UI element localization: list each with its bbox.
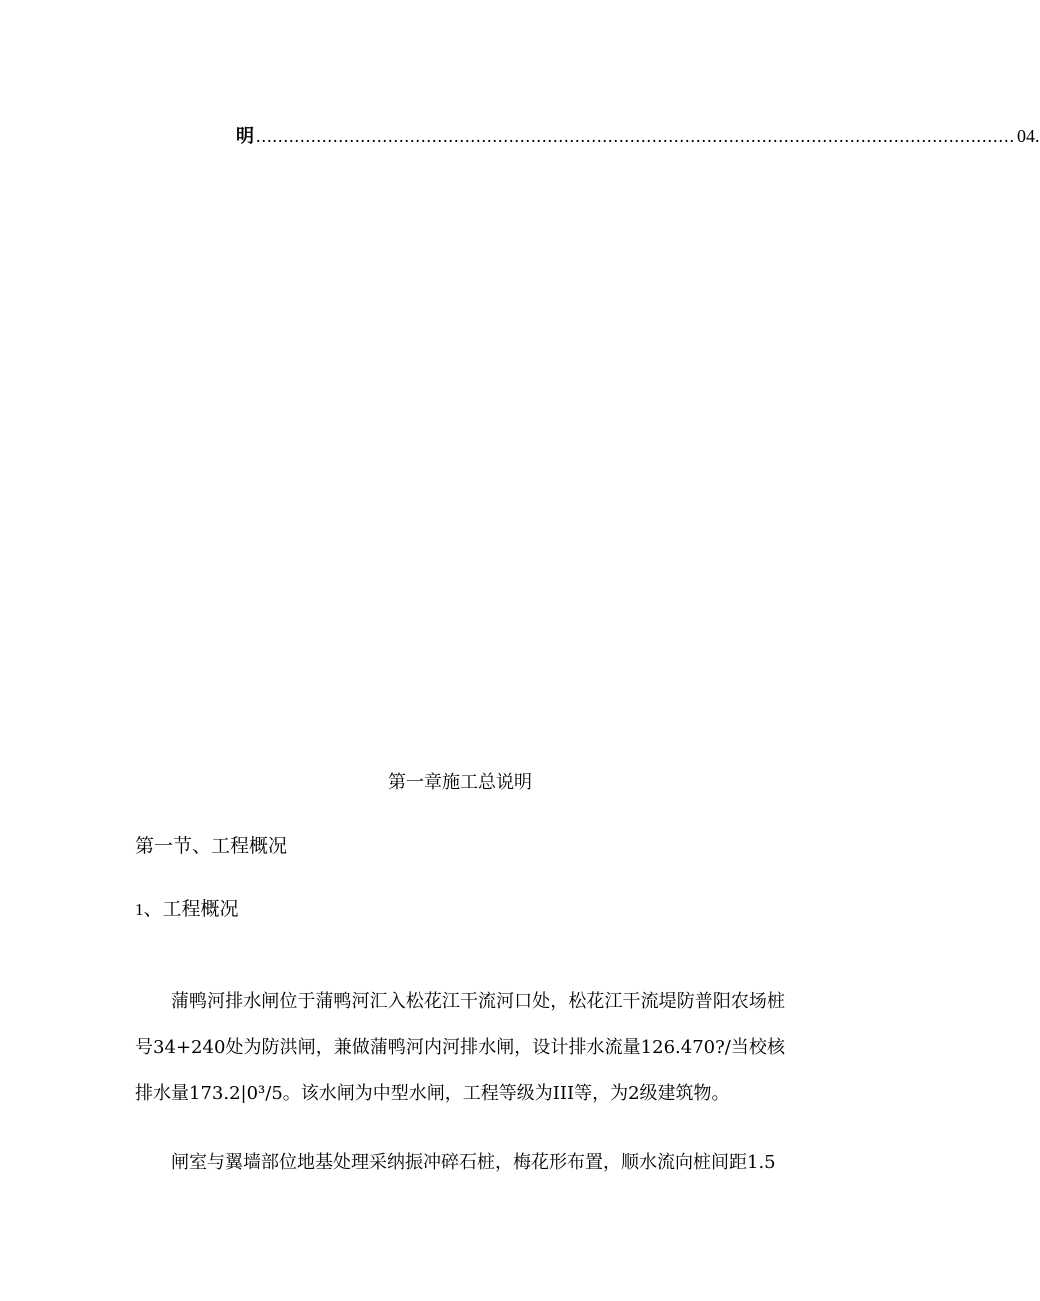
toc-entry[interactable] bbox=[236, 122, 1040, 150]
toc-entry-label: 明 bbox=[236, 126, 254, 147]
chapter-title: 第一章施工总说明 bbox=[388, 772, 532, 793]
section-title: 第一节、工程概况 bbox=[135, 835, 288, 857]
subsection-number: 1 bbox=[135, 900, 144, 919]
body-paragraph bbox=[135, 979, 785, 1117]
body-paragraph bbox=[135, 1140, 785, 1186]
toc-page-number: 04. bbox=[1017, 126, 1040, 146]
subsection-label: 、工程概况 bbox=[143, 898, 239, 920]
subsection-title bbox=[135, 894, 239, 921]
toc-leader-dots: .......................................................................................................................................... bbox=[256, 126, 1015, 146]
paragraph-text: 闸室与翼墙部位地基处理采纳振冲碎石桩，梅花形布置，顺水流向桩间距1.5 bbox=[171, 1152, 776, 1173]
paragraph-text: 蒲鸭河排水闸位于蒲鸭河汇入松花江干流河口处，松花江干流堤防普阳农场桩号34+240处为防洪闸，兼做蒲鸭河内河排水闸，设计排水流量126.470?/当校核排水量173.2|0³/5。该水闸为中型水闸，工程等级为III等，为2级建筑物。 bbox=[135, 991, 785, 1104]
